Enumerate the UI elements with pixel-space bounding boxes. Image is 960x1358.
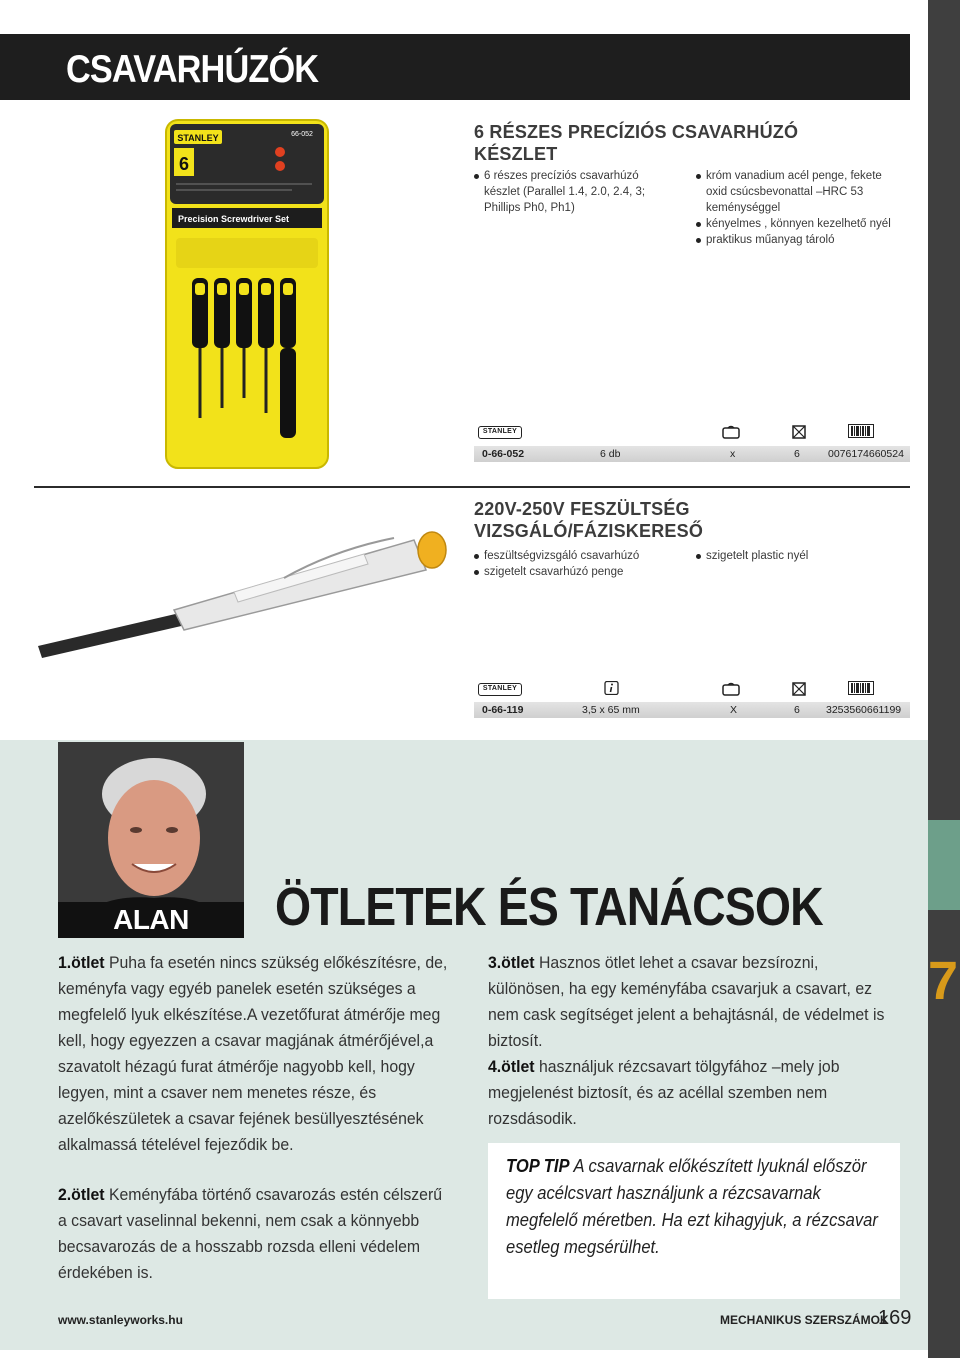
- barcode-icon: [848, 424, 874, 438]
- package-code: 66-052: [291, 131, 313, 138]
- list-item: kényelmes , könnyen kezelhető nyél: [696, 216, 906, 232]
- side-chapter-tab: [928, 820, 960, 910]
- tip-2: 2.ötlet Keményfába történő csavarozás estén célszerű a csavart vaselinnal bekenni, nem csak a könnyebb becsavarozás de a hosszabb rozsda elleni védelem érdekében is.: [58, 1185, 443, 1282]
- box-icon: [791, 425, 809, 439]
- multiplier: X: [730, 704, 738, 716]
- section-header: [0, 34, 910, 100]
- screwdriver-set-image: [162, 118, 332, 472]
- article-number: 0-66-119: [482, 704, 524, 716]
- footer-url[interactable]: www.stanleyworks.hu: [58, 1313, 183, 1327]
- package-label: Precision Screwdriver Set: [178, 214, 290, 224]
- quantity: 6 db: [600, 448, 621, 460]
- package-icon: [722, 425, 740, 439]
- spec-row: [474, 446, 910, 462]
- list-item: szigetelt plastic nyél: [696, 548, 906, 564]
- portrait-label: ALAN: [58, 902, 244, 938]
- tips-heading: ÖTLETEK ÉS TANÁCSOK: [275, 877, 823, 937]
- list-item: feszültségvizsgáló csavarhúzó: [474, 548, 674, 564]
- page-number: 169: [878, 1307, 912, 1329]
- pack-size: 6: [794, 704, 800, 716]
- info-icon: [603, 681, 621, 695]
- article-number: 0-66-052: [482, 448, 525, 460]
- multiplier: x: [730, 448, 736, 460]
- ean-code: 3253560661199: [826, 704, 902, 716]
- list-item: 6 részes precíziós csavarhúzó készlet (Parallel 1.4, 2.0, 2.4, 3; Phillips Ph0, Ph1): [474, 168, 664, 216]
- portrait-photo: [58, 742, 244, 938]
- box-icon: [791, 682, 809, 696]
- list-item: króm vanadium acél penge, fekete oxid csúcsbevonattal –HRC 53 keménységgel: [696, 168, 906, 216]
- stanley-logo-icon: STANLEY: [478, 426, 522, 439]
- voltage-tester-image: [34, 520, 464, 670]
- top-tip-box: [488, 1143, 900, 1299]
- package-brand: STANLEY: [177, 133, 219, 143]
- package-icon: [722, 682, 740, 696]
- product-title: 220V-250V FESZÜLTSÉG VIZSGÁLÓ/FÁZISKERESŐ: [474, 499, 704, 541]
- ean-code: 0076174660524: [828, 448, 904, 460]
- feature-list-left: [474, 548, 674, 580]
- dimensions: 3,5 x 65 mm: [582, 704, 640, 716]
- feature-list-left: [474, 168, 664, 216]
- pack-size: 6: [794, 448, 800, 460]
- footer-section-name: MECHANIKUS SZERSZÁMOK: [720, 1313, 889, 1327]
- package-count: 6: [178, 154, 190, 174]
- spec-row: [474, 702, 910, 718]
- section-divider: [34, 486, 910, 488]
- tip-3: 3.ötlet Hasznos ötlet lehet a csavar bezsírozni, különösen, ha egy keményfába csavarjuk a csavart, ez nem cask segítséget jelent a behajtásnál, de védelmet is biztosít.: [488, 953, 885, 1050]
- top-tip-text: TOP TIP A csavarnak előkészített lyuknál először egy acélcsvart használjunk a rézcsavarnak megfelelő méretben. Ha ezt kihagyjuk, a rézcsavar esetleg megsérülhet.: [506, 1156, 878, 1257]
- list-item: praktikus műanyag tároló: [696, 232, 906, 248]
- stanley-logo-icon: STANLEY: [478, 683, 522, 696]
- tip-1: 1.ötlet Puha fa esetén nincs szükség előkészítésre, de, keményfa vagy egyéb panelek esetén szükséges a megfelelő lyuk elkészítése.A vezetőfurat átmérője meg kell, hogy egyezzen a csavar magjának átmérőjével,a szavatolt hézagú furat átmérője nagyobb kell, hogy legyen, mint a csaver nem menetes része, és azelőkészületek a csavar fejének besüllyesztésének alkalmassá tételével fejeződik be.: [58, 953, 448, 1154]
- feature-list-right: [696, 548, 906, 564]
- tip-4: 4.ötlet használjuk rézcsavart tölgyfához –mely job megjelenést biztosít, és az acéllal szemben nem rozsdásodik.: [488, 1057, 840, 1128]
- list-item: szigetelt csavarhúzó penge: [474, 564, 674, 580]
- product-title: 6 RÉSZES PRECÍZIÓS CSAVARHÚZÓ KÉSZLET: [474, 122, 799, 164]
- feature-list-right: [696, 168, 906, 248]
- page-title: CSAVARHÚZÓK: [66, 48, 319, 91]
- chapter-number: 7: [927, 951, 959, 1011]
- barcode-icon: [848, 681, 874, 695]
- side-bar: [928, 0, 960, 1358]
